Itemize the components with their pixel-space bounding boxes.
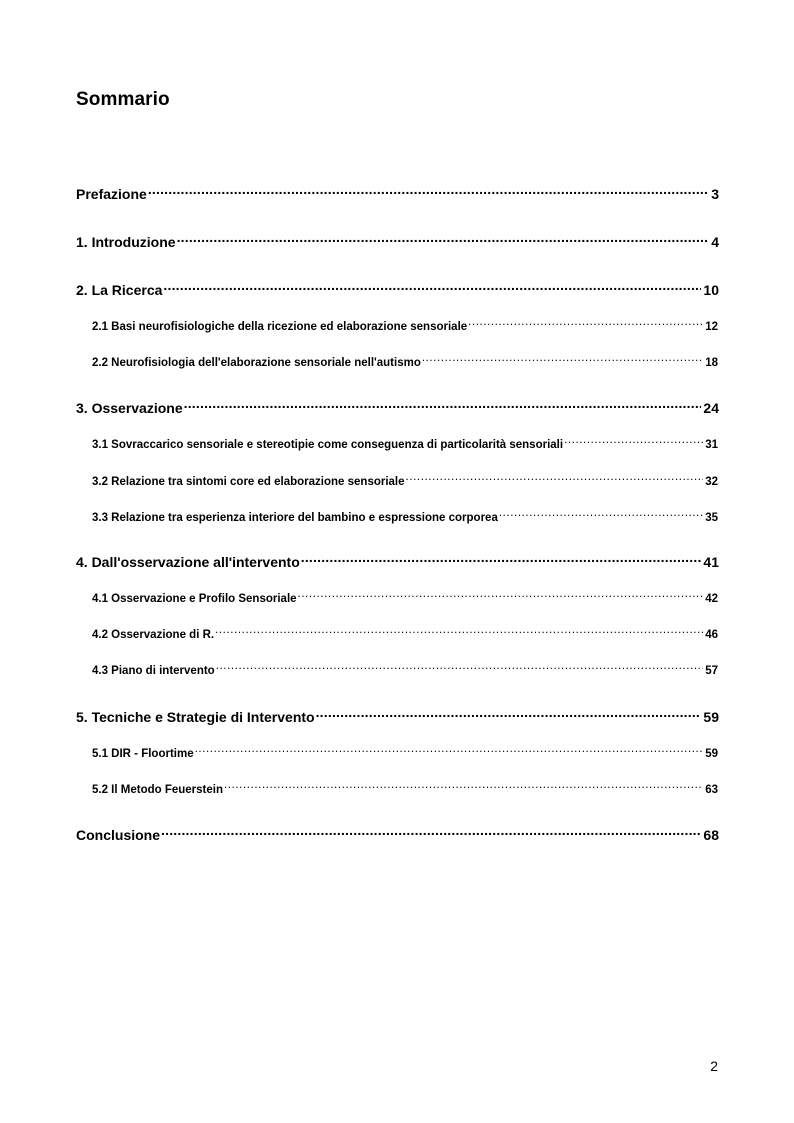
toc-entry-label: 4.1 Osservazione e Profilo Sensoriale [92, 592, 297, 605]
toc-entry-label: 3. Osservazione [76, 400, 183, 416]
toc-entry-page: 3 [711, 186, 719, 202]
toc-entry-label: 2.2 Neurofisiologia dell'elaborazione sensoriale nell'autismo [92, 356, 421, 369]
dot-leader [406, 473, 704, 485]
toc-entry-prefazione[interactable] [76, 184, 719, 204]
dot-leader [216, 662, 704, 674]
toc-entry-page: 31 [705, 438, 718, 451]
dot-leader [148, 185, 709, 199]
toc-entry-label: 5.2 Il Metodo Feuerstein [92, 783, 223, 796]
toc-entry-page: 59 [705, 747, 718, 760]
toc-entry-3-3[interactable] [92, 509, 718, 525]
dot-leader [301, 553, 702, 567]
toc-entry-page: 18 [705, 356, 718, 369]
toc-entry-label: Conclusione [76, 827, 161, 843]
toc-entry-label: 3.2 Relazione tra sintomi core ed elaborazione sensoriale [92, 475, 405, 488]
toc-entry-4-1[interactable] [92, 590, 718, 606]
toc-entry-label: 3.1 Sovraccarico sensoriale e stereotipie come conseguenza di particolarità sensoriali [92, 438, 564, 451]
toc-entry-label: 4.2 Osservazione di R. [92, 628, 215, 641]
toc-entry-5-1[interactable] [92, 745, 718, 761]
toc-entry-page: 32 [705, 475, 718, 488]
dot-leader [499, 509, 703, 521]
toc-entry-2-1[interactable] [92, 318, 718, 334]
toc-entry-tecniche[interactable] [76, 707, 719, 727]
toc-entry-label: 4.3 Piano di intervento [92, 664, 215, 677]
dot-leader [224, 781, 703, 793]
toc-entry-3-1[interactable] [92, 436, 718, 452]
toc-entry-label: 5.1 DIR - Floortime [92, 747, 194, 760]
toc-entry-page: 42 [705, 592, 718, 605]
toc-entry-label: 1. Introduzione [76, 234, 176, 250]
toc-entry-label: 2. La Ricerca [76, 282, 163, 298]
toc-entry-conclusione[interactable] [76, 825, 719, 845]
toc-entry-page: 24 [703, 400, 719, 416]
page-number: 2 [710, 1058, 718, 1074]
toc-entry-dall-osservazione[interactable] [76, 552, 719, 572]
toc-entry-osservazione[interactable] [76, 398, 719, 418]
toc-entry-label: 3.3 Relazione tra esperienza interiore del bambino e espressione corporea [92, 511, 498, 524]
toc-entry-page: 12 [705, 320, 718, 333]
toc-entry-page: 57 [705, 664, 718, 677]
toc-entry-page: 68 [703, 827, 719, 843]
toc-entry-4-3[interactable] [92, 662, 718, 678]
toc-entry-introduzione[interactable] [76, 232, 719, 252]
toc-entry-label: 5. Tecniche e Strategie di Intervento [76, 709, 315, 725]
toc-entry-label: 4. Dall'osservazione all'intervento [76, 554, 300, 570]
toc-entry-page: 35 [705, 511, 718, 524]
toc-entry-5-2[interactable] [92, 781, 718, 797]
toc-entry-page: 41 [703, 554, 719, 570]
page-title: Sommario [76, 89, 170, 110]
toc-entry-label: Prefazione [76, 186, 147, 202]
dot-leader [163, 281, 701, 295]
dot-leader [215, 626, 703, 638]
dot-leader [316, 708, 702, 722]
dot-leader [422, 354, 703, 366]
dot-leader [564, 436, 703, 448]
dot-leader [161, 826, 701, 840]
dot-leader [195, 745, 704, 757]
toc-entry-la-ricerca[interactable] [76, 280, 719, 300]
toc-entry-page: 4 [711, 234, 719, 250]
dot-leader [177, 233, 710, 247]
toc-entry-page: 63 [705, 783, 718, 796]
dot-leader [298, 590, 704, 602]
toc-entry-page: 46 [705, 628, 718, 641]
toc-entry-3-2[interactable] [92, 473, 718, 489]
toc-entry-page: 10 [703, 282, 719, 298]
dot-leader [468, 318, 703, 330]
toc-entry-2-2[interactable] [92, 354, 718, 370]
toc-entry-page: 59 [703, 709, 719, 725]
toc-entry-4-2[interactable] [92, 626, 718, 642]
toc-entry-label: 2.1 Basi neurofisiologiche della ricezione ed elaborazione sensoriale [92, 320, 468, 333]
dot-leader [184, 399, 702, 413]
